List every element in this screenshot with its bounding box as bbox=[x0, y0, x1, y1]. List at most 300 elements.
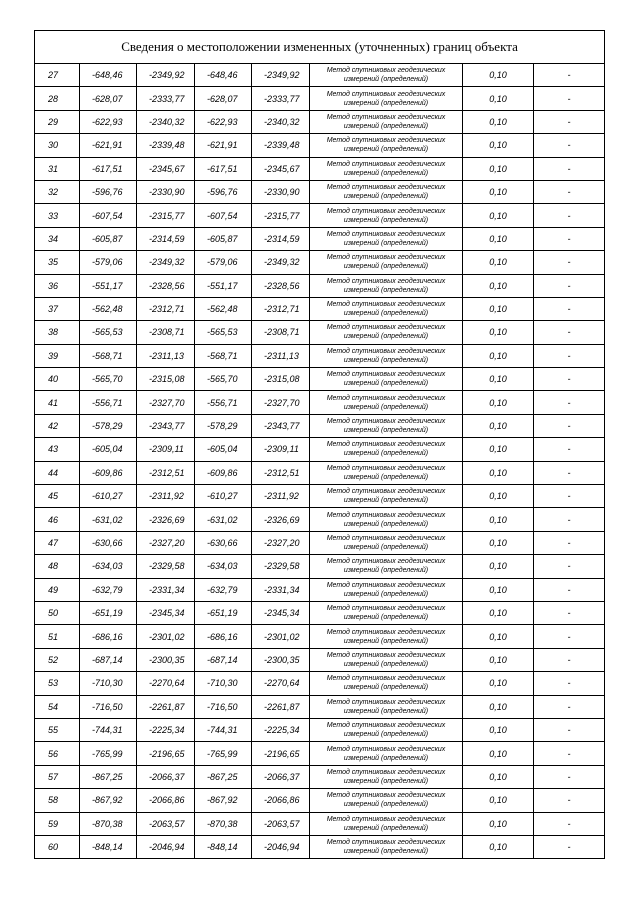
accuracy-cell: 0,10 bbox=[463, 648, 534, 671]
point-number-cell: 42 bbox=[35, 414, 80, 437]
point-number-cell: 60 bbox=[35, 835, 80, 858]
y-new-cell: -2314,59 bbox=[252, 227, 310, 250]
method-line-1: Метод спутниковых геодезических bbox=[326, 254, 446, 262]
accuracy-cell: 0,10 bbox=[463, 414, 534, 437]
x-existing-cell: -651,19 bbox=[80, 601, 137, 624]
y-new-cell: -2331,34 bbox=[252, 578, 310, 601]
description-cell: - bbox=[534, 765, 605, 788]
table-row bbox=[35, 789, 605, 812]
x-new-cell: -596,76 bbox=[195, 180, 252, 203]
description-cell: - bbox=[534, 368, 605, 391]
accuracy-cell: 0,10 bbox=[463, 765, 534, 788]
point-number-cell: 46 bbox=[35, 508, 80, 531]
method-cell bbox=[310, 835, 463, 858]
accuracy-cell: 0,10 bbox=[463, 274, 534, 297]
table-row bbox=[35, 812, 605, 835]
description-cell: - bbox=[534, 134, 605, 157]
accuracy-cell: 0,10 bbox=[463, 297, 534, 320]
method-cell bbox=[310, 368, 463, 391]
description-cell: - bbox=[534, 438, 605, 461]
x-existing-cell: -578,29 bbox=[80, 414, 137, 437]
table-row bbox=[35, 368, 605, 391]
point-number-cell: 35 bbox=[35, 251, 80, 274]
table-row bbox=[35, 157, 605, 180]
y-new-cell: -2315,77 bbox=[252, 204, 310, 227]
table-row bbox=[35, 227, 605, 250]
method-line-2: измерений (определений) bbox=[343, 497, 429, 505]
x-new-cell: -632,79 bbox=[195, 578, 252, 601]
method-cell bbox=[310, 461, 463, 484]
method-cell bbox=[310, 414, 463, 437]
table-row bbox=[35, 765, 605, 788]
x-new-cell: -848,14 bbox=[195, 835, 252, 858]
x-new-cell: -578,29 bbox=[195, 414, 252, 437]
y-existing-cell: -2340,32 bbox=[137, 110, 195, 133]
method-line-2: измерений (определений) bbox=[343, 193, 429, 201]
table-row bbox=[35, 625, 605, 648]
description-cell: - bbox=[534, 672, 605, 695]
point-number-cell: 38 bbox=[35, 321, 80, 344]
y-new-cell: -2340,32 bbox=[252, 110, 310, 133]
y-existing-cell: -2328,56 bbox=[137, 274, 195, 297]
y-existing-cell: -2301,02 bbox=[137, 625, 195, 648]
point-number-cell: 41 bbox=[35, 391, 80, 414]
description-cell: - bbox=[534, 204, 605, 227]
table-row bbox=[35, 64, 605, 87]
accuracy-cell: 0,10 bbox=[463, 227, 534, 250]
x-new-cell: -630,66 bbox=[195, 531, 252, 554]
table-row bbox=[35, 835, 605, 858]
y-existing-cell: -2327,20 bbox=[137, 531, 195, 554]
table-row bbox=[35, 555, 605, 578]
x-new-cell: -870,38 bbox=[195, 812, 252, 835]
description-cell: - bbox=[534, 297, 605, 320]
x-new-cell: -867,25 bbox=[195, 765, 252, 788]
method-cell bbox=[310, 765, 463, 788]
description-cell: - bbox=[534, 695, 605, 718]
point-number-cell: 28 bbox=[35, 87, 80, 110]
point-number-cell: 30 bbox=[35, 134, 80, 157]
method-line-2: измерений (определений) bbox=[343, 450, 429, 458]
table-title-row bbox=[35, 31, 605, 64]
y-new-cell: -2312,71 bbox=[252, 297, 310, 320]
method-line-1: Метод спутниковых геодезических bbox=[326, 207, 446, 215]
table-row bbox=[35, 110, 605, 133]
table-row bbox=[35, 672, 605, 695]
method-line-1: Метод спутниковых геодезических bbox=[326, 67, 446, 75]
description-cell: - bbox=[534, 180, 605, 203]
accuracy-cell: 0,10 bbox=[463, 718, 534, 741]
x-new-cell: -607,54 bbox=[195, 204, 252, 227]
method-cell bbox=[310, 157, 463, 180]
accuracy-cell: 0,10 bbox=[463, 578, 534, 601]
description-cell: - bbox=[534, 625, 605, 648]
point-number-cell: 34 bbox=[35, 227, 80, 250]
y-existing-cell: -2333,77 bbox=[137, 87, 195, 110]
accuracy-cell: 0,10 bbox=[463, 742, 534, 765]
x-existing-cell: -630,66 bbox=[80, 531, 137, 554]
method-cell bbox=[310, 812, 463, 835]
table-row bbox=[35, 134, 605, 157]
boundary-coordinates-table bbox=[34, 30, 605, 859]
method-line-1: Метод спутниковых геодезических bbox=[326, 675, 446, 683]
point-number-cell: 48 bbox=[35, 555, 80, 578]
y-new-cell: -2261,87 bbox=[252, 695, 310, 718]
y-existing-cell: -2270,64 bbox=[137, 672, 195, 695]
x-new-cell: -651,19 bbox=[195, 601, 252, 624]
x-new-cell: -617,51 bbox=[195, 157, 252, 180]
method-cell bbox=[310, 742, 463, 765]
y-new-cell: -2311,92 bbox=[252, 485, 310, 508]
accuracy-cell: 0,10 bbox=[463, 321, 534, 344]
x-existing-cell: -867,25 bbox=[80, 765, 137, 788]
description-cell: - bbox=[534, 110, 605, 133]
method-line-1: Метод спутниковых геодезических bbox=[326, 418, 446, 426]
y-new-cell: -2312,51 bbox=[252, 461, 310, 484]
x-new-cell: -579,06 bbox=[195, 251, 252, 274]
method-line-2: измерений (определений) bbox=[343, 731, 429, 739]
point-number-cell: 55 bbox=[35, 718, 80, 741]
x-existing-cell: -605,87 bbox=[80, 227, 137, 250]
point-number-cell: 43 bbox=[35, 438, 80, 461]
x-existing-cell: -596,76 bbox=[80, 180, 137, 203]
method-line-2: измерений (определений) bbox=[343, 824, 429, 832]
method-line-2: измерений (определений) bbox=[343, 263, 429, 271]
accuracy-cell: 0,10 bbox=[463, 485, 534, 508]
accuracy-cell: 0,10 bbox=[463, 789, 534, 812]
method-line-2: измерений (определений) bbox=[343, 427, 429, 435]
method-cell bbox=[310, 344, 463, 367]
table-row bbox=[35, 297, 605, 320]
x-new-cell: -568,71 bbox=[195, 344, 252, 367]
table-row bbox=[35, 344, 605, 367]
y-existing-cell: -2329,58 bbox=[137, 555, 195, 578]
method-line-2: измерений (определений) bbox=[343, 76, 429, 84]
description-cell: - bbox=[534, 87, 605, 110]
accuracy-cell: 0,10 bbox=[463, 672, 534, 695]
accuracy-cell: 0,10 bbox=[463, 812, 534, 835]
description-cell: - bbox=[534, 531, 605, 554]
y-existing-cell: -2331,34 bbox=[137, 578, 195, 601]
y-existing-cell: -2339,48 bbox=[137, 134, 195, 157]
x-existing-cell: -870,38 bbox=[80, 812, 137, 835]
x-new-cell: -744,31 bbox=[195, 718, 252, 741]
method-line-1: Метод спутниковых геодезических bbox=[326, 137, 446, 145]
y-new-cell: -2330,90 bbox=[252, 180, 310, 203]
method-line-1: Метод спутниковых геодезических bbox=[326, 745, 446, 753]
y-existing-cell: -2326,69 bbox=[137, 508, 195, 531]
x-new-cell: -648,46 bbox=[195, 64, 252, 87]
table-row bbox=[35, 87, 605, 110]
accuracy-cell: 0,10 bbox=[463, 110, 534, 133]
accuracy-cell: 0,10 bbox=[463, 625, 534, 648]
x-new-cell: -765,99 bbox=[195, 742, 252, 765]
accuracy-cell: 0,10 bbox=[463, 555, 534, 578]
method-cell bbox=[310, 391, 463, 414]
y-existing-cell: -2066,86 bbox=[137, 789, 195, 812]
y-existing-cell: -2066,37 bbox=[137, 765, 195, 788]
method-line-2: измерений (определений) bbox=[343, 403, 429, 411]
method-line-2: измерений (определений) bbox=[343, 848, 429, 856]
point-number-cell: 59 bbox=[35, 812, 80, 835]
accuracy-cell: 0,10 bbox=[463, 438, 534, 461]
method-line-2: измерений (определений) bbox=[343, 146, 429, 154]
point-number-cell: 36 bbox=[35, 274, 80, 297]
x-existing-cell: -556,71 bbox=[80, 391, 137, 414]
method-line-2: измерений (определений) bbox=[343, 380, 429, 388]
y-new-cell: -2328,56 bbox=[252, 274, 310, 297]
accuracy-cell: 0,10 bbox=[463, 134, 534, 157]
y-new-cell: -2309,11 bbox=[252, 438, 310, 461]
table-row bbox=[35, 695, 605, 718]
y-new-cell: -2066,86 bbox=[252, 789, 310, 812]
description-cell: - bbox=[534, 578, 605, 601]
x-existing-cell: -617,51 bbox=[80, 157, 137, 180]
description-cell: - bbox=[534, 835, 605, 858]
table-row bbox=[35, 578, 605, 601]
method-line-1: Метод спутниковых геодезических bbox=[326, 113, 446, 121]
point-number-cell: 44 bbox=[35, 461, 80, 484]
method-cell bbox=[310, 578, 463, 601]
table-row bbox=[35, 414, 605, 437]
x-existing-cell: -628,07 bbox=[80, 87, 137, 110]
x-new-cell: -621,91 bbox=[195, 134, 252, 157]
description-cell: - bbox=[534, 812, 605, 835]
y-new-cell: -2349,32 bbox=[252, 251, 310, 274]
y-existing-cell: -2349,32 bbox=[137, 251, 195, 274]
x-existing-cell: -622,93 bbox=[80, 110, 137, 133]
x-new-cell: -610,27 bbox=[195, 485, 252, 508]
method-line-2: измерений (определений) bbox=[343, 239, 429, 247]
method-line-1: Метод спутниковых геодезических bbox=[326, 581, 446, 589]
point-number-cell: 33 bbox=[35, 204, 80, 227]
x-existing-cell: -621,91 bbox=[80, 134, 137, 157]
x-new-cell: -565,70 bbox=[195, 368, 252, 391]
description-cell: - bbox=[534, 742, 605, 765]
method-line-1: Метод спутниковых геодезических bbox=[326, 792, 446, 800]
table-row bbox=[35, 321, 605, 344]
y-new-cell: -2225,34 bbox=[252, 718, 310, 741]
x-existing-cell: -686,16 bbox=[80, 625, 137, 648]
method-line-1: Метод спутниковых геодезических bbox=[326, 488, 446, 496]
point-number-cell: 45 bbox=[35, 485, 80, 508]
accuracy-cell: 0,10 bbox=[463, 531, 534, 554]
y-existing-cell: -2312,51 bbox=[137, 461, 195, 484]
x-new-cell: -716,50 bbox=[195, 695, 252, 718]
y-new-cell: -2329,58 bbox=[252, 555, 310, 578]
x-existing-cell: -631,02 bbox=[80, 508, 137, 531]
description-cell: - bbox=[534, 485, 605, 508]
method-cell bbox=[310, 297, 463, 320]
x-existing-cell: -687,14 bbox=[80, 648, 137, 671]
description-cell: - bbox=[534, 391, 605, 414]
accuracy-cell: 0,10 bbox=[463, 508, 534, 531]
y-new-cell: -2300,35 bbox=[252, 648, 310, 671]
y-existing-cell: -2315,08 bbox=[137, 368, 195, 391]
y-existing-cell: -2311,92 bbox=[137, 485, 195, 508]
method-line-2: измерений (определений) bbox=[343, 216, 429, 224]
description-cell: - bbox=[534, 274, 605, 297]
description-cell: - bbox=[534, 718, 605, 741]
y-existing-cell: -2314,59 bbox=[137, 227, 195, 250]
method-cell bbox=[310, 204, 463, 227]
y-existing-cell: -2345,34 bbox=[137, 601, 195, 624]
point-number-cell: 58 bbox=[35, 789, 80, 812]
method-cell bbox=[310, 251, 463, 274]
x-existing-cell: -565,70 bbox=[80, 368, 137, 391]
description-cell: - bbox=[534, 64, 605, 87]
description-cell: - bbox=[534, 461, 605, 484]
x-new-cell: -565,53 bbox=[195, 321, 252, 344]
point-number-cell: 57 bbox=[35, 765, 80, 788]
description-cell: - bbox=[534, 601, 605, 624]
description-cell: - bbox=[534, 508, 605, 531]
description-cell: - bbox=[534, 414, 605, 437]
method-line-1: Метод спутниковых геодезических bbox=[326, 839, 446, 847]
x-new-cell: -634,03 bbox=[195, 555, 252, 578]
y-new-cell: -2066,37 bbox=[252, 765, 310, 788]
table-row bbox=[35, 438, 605, 461]
method-line-1: Метод спутниковых геодезических bbox=[326, 347, 446, 355]
x-existing-cell: -609,86 bbox=[80, 461, 137, 484]
x-existing-cell: -565,53 bbox=[80, 321, 137, 344]
y-existing-cell: -2261,87 bbox=[137, 695, 195, 718]
accuracy-cell: 0,10 bbox=[463, 157, 534, 180]
x-new-cell: -687,14 bbox=[195, 648, 252, 671]
y-existing-cell: -2327,70 bbox=[137, 391, 195, 414]
y-new-cell: -2327,70 bbox=[252, 391, 310, 414]
y-existing-cell: -2345,67 bbox=[137, 157, 195, 180]
method-cell bbox=[310, 718, 463, 741]
x-new-cell: -551,17 bbox=[195, 274, 252, 297]
x-existing-cell: -634,03 bbox=[80, 555, 137, 578]
x-new-cell: -631,02 bbox=[195, 508, 252, 531]
method-cell bbox=[310, 274, 463, 297]
method-cell bbox=[310, 485, 463, 508]
method-cell bbox=[310, 134, 463, 157]
method-line-1: Метод спутниковых геодезических bbox=[326, 441, 446, 449]
x-existing-cell: -867,92 bbox=[80, 789, 137, 812]
y-existing-cell: -2343,77 bbox=[137, 414, 195, 437]
x-new-cell: -628,07 bbox=[195, 87, 252, 110]
method-line-2: измерений (определений) bbox=[343, 660, 429, 668]
method-cell bbox=[310, 672, 463, 695]
method-line-1: Метод спутниковых геодезических bbox=[326, 160, 446, 168]
accuracy-cell: 0,10 bbox=[463, 204, 534, 227]
table-row bbox=[35, 531, 605, 554]
method-line-1: Метод спутниковых геодезических bbox=[326, 511, 446, 519]
y-new-cell: -2315,08 bbox=[252, 368, 310, 391]
point-number-cell: 39 bbox=[35, 344, 80, 367]
point-number-cell: 49 bbox=[35, 578, 80, 601]
y-new-cell: -2345,67 bbox=[252, 157, 310, 180]
method-line-1: Метод спутниковых геодезических bbox=[326, 698, 446, 706]
method-line-1: Метод спутниковых геодезических bbox=[326, 184, 446, 192]
table-row bbox=[35, 391, 605, 414]
x-existing-cell: -607,54 bbox=[80, 204, 137, 227]
accuracy-cell: 0,10 bbox=[463, 695, 534, 718]
method-line-2: измерений (определений) bbox=[343, 707, 429, 715]
table-row bbox=[35, 508, 605, 531]
method-cell bbox=[310, 438, 463, 461]
y-existing-cell: -2063,57 bbox=[137, 812, 195, 835]
y-existing-cell: -2330,90 bbox=[137, 180, 195, 203]
accuracy-cell: 0,10 bbox=[463, 344, 534, 367]
x-new-cell: -556,71 bbox=[195, 391, 252, 414]
method-line-2: измерений (определений) bbox=[343, 754, 429, 762]
y-new-cell: -2046,94 bbox=[252, 835, 310, 858]
point-number-cell: 32 bbox=[35, 180, 80, 203]
y-new-cell: -2301,02 bbox=[252, 625, 310, 648]
table-row bbox=[35, 485, 605, 508]
accuracy-cell: 0,10 bbox=[463, 251, 534, 274]
y-existing-cell: -2315,77 bbox=[137, 204, 195, 227]
method-cell bbox=[310, 508, 463, 531]
y-existing-cell: -2300,35 bbox=[137, 648, 195, 671]
y-existing-cell: -2308,71 bbox=[137, 321, 195, 344]
table-row bbox=[35, 204, 605, 227]
description-cell: - bbox=[534, 321, 605, 344]
point-number-cell: 37 bbox=[35, 297, 80, 320]
y-existing-cell: -2312,71 bbox=[137, 297, 195, 320]
method-cell bbox=[310, 531, 463, 554]
method-line-1: Метод спутниковых геодезических bbox=[326, 651, 446, 659]
method-line-1: Метод спутниковых геодезических bbox=[326, 628, 446, 636]
y-new-cell: -2311,13 bbox=[252, 344, 310, 367]
method-line-2: измерений (определений) bbox=[343, 473, 429, 481]
method-line-1: Метод спутниковых геодезических bbox=[326, 301, 446, 309]
description-cell: - bbox=[534, 648, 605, 671]
method-cell bbox=[310, 695, 463, 718]
method-line-1: Метод спутниковых геодезических bbox=[326, 558, 446, 566]
point-number-cell: 52 bbox=[35, 648, 80, 671]
accuracy-cell: 0,10 bbox=[463, 391, 534, 414]
accuracy-cell: 0,10 bbox=[463, 461, 534, 484]
method-cell bbox=[310, 601, 463, 624]
method-line-1: Метод спутниковых геодезических bbox=[326, 535, 446, 542]
accuracy-cell: 0,10 bbox=[463, 64, 534, 87]
y-new-cell: -2308,71 bbox=[252, 321, 310, 344]
method-cell bbox=[310, 180, 463, 203]
x-existing-cell: -648,46 bbox=[80, 64, 137, 87]
x-existing-cell: -632,79 bbox=[80, 578, 137, 601]
table-row bbox=[35, 180, 605, 203]
y-existing-cell: -2349,92 bbox=[137, 64, 195, 87]
method-cell bbox=[310, 110, 463, 133]
x-new-cell: -605,04 bbox=[195, 438, 252, 461]
point-number-cell: 40 bbox=[35, 368, 80, 391]
method-line-1: Метод спутниковых геодезических bbox=[326, 90, 446, 98]
table-row bbox=[35, 648, 605, 671]
method-line-1: Метод спутниковых геодезических bbox=[326, 605, 446, 613]
method-line-2: измерений (определений) bbox=[343, 801, 429, 809]
method-cell bbox=[310, 625, 463, 648]
y-existing-cell: -2311,13 bbox=[137, 344, 195, 367]
method-line-2: измерений (определений) bbox=[343, 286, 429, 294]
table-title: Сведения о местоположении измененных (уточненных) границ объекта bbox=[35, 31, 605, 64]
method-line-2: измерений (определений) bbox=[343, 99, 429, 107]
y-new-cell: -2326,69 bbox=[252, 508, 310, 531]
method-line-1: Метод спутниковых геодезических bbox=[326, 371, 446, 379]
x-new-cell: -605,87 bbox=[195, 227, 252, 250]
method-line-2: измерений (определений) bbox=[343, 310, 429, 318]
description-cell: - bbox=[534, 157, 605, 180]
y-new-cell: -2270,64 bbox=[252, 672, 310, 695]
method-line-1: Метод спутниковых геодезических bbox=[326, 464, 446, 472]
x-existing-cell: -610,27 bbox=[80, 485, 137, 508]
description-cell: - bbox=[534, 227, 605, 250]
y-new-cell: -2327,20 bbox=[252, 531, 310, 554]
